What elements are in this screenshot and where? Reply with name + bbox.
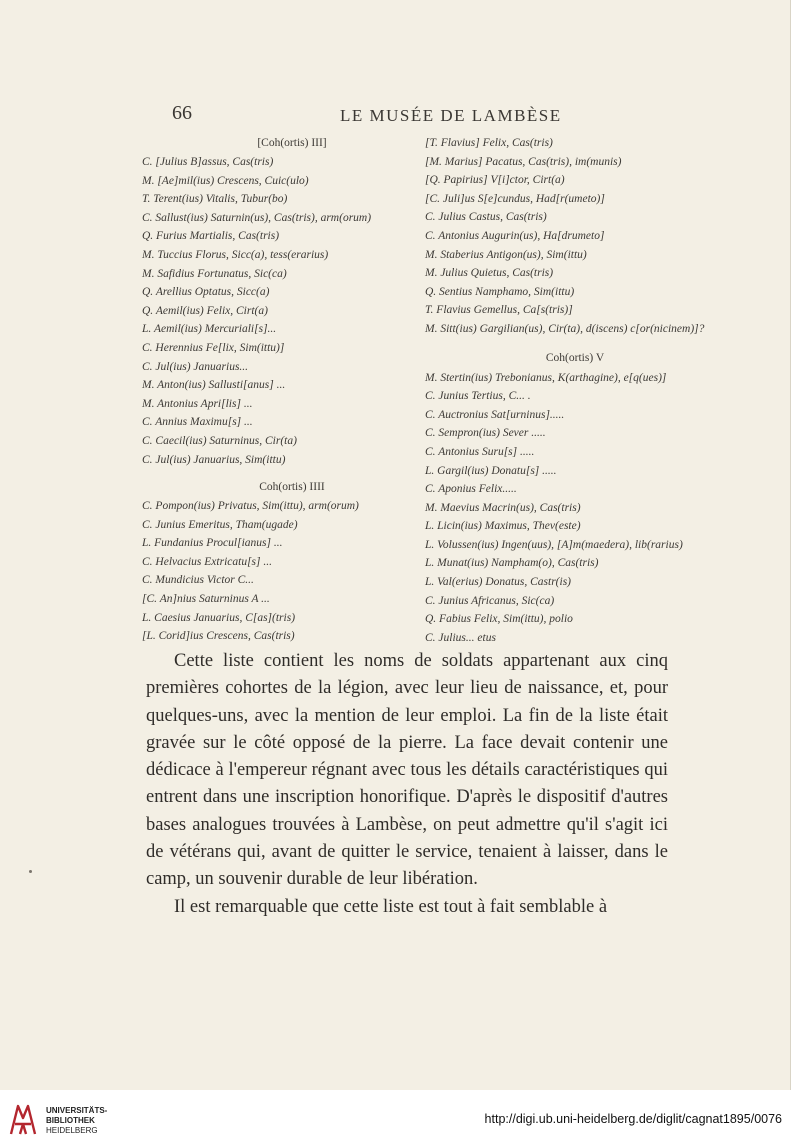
inscription-line: L. Caesius Januarius, C[as](tris) [142,611,296,624]
inscription-line: M. Maevius Macrin(us), Cas(tris) [425,501,581,514]
library-name [46,1106,107,1136]
inscription-line: C. Herennius Fe[lix, Sim(ittu)] [142,341,285,354]
inscription-line: C. Antonius Suru[s] ..... [425,445,535,458]
running-title: LE MUSÉE DE LAMBÈSE [340,106,562,125]
inscription-line: C. Jul(ius) Januarius... [142,360,249,373]
inscription-line: [L. Corid]ius Crescens, Cas(tris) [142,630,295,643]
inscription-line: M. [Ae]mil(ius) Crescens, Cuic(ulo) [142,174,309,187]
commentary-text [146,648,668,921]
library-name-line: BIBLIOTHEK [46,1116,95,1125]
inscription-line: M. Safidius Fortunatus, Sic(ca) [142,267,287,280]
inscription-line: M. Tuccius Florus, Sicc(a), tess(erarius) [142,248,329,261]
library-name-line: UNIVERSITÄTS- [46,1106,108,1115]
inscription-line: C. Sempron(ius) Sever ..... [425,427,546,440]
margin-speck [29,870,32,873]
inscription-line: C. Caecil(ius) Saturninus, Cir(ta) [142,434,297,447]
inscription-line: C. Julius Castus, Cas(tris) [425,211,547,224]
inscription-line: L. Volussen(ius) Ingen(uus), [A]m(maedera), lib(rarius) [425,538,683,551]
inscription-line: L. Munat(ius) Nampham(o), Cas(tris) [425,557,599,570]
cohort-iii-list [142,153,412,469]
inscription-line: T. Terent(ius) Vitalis, Tubur(bo) [142,193,288,206]
inscription-left-column [142,134,412,646]
inscription-line: [Q. Papirius] V[i]ctor, Cirt(a) [425,174,565,187]
inscription-line: C. Aponius Felix..... [425,483,517,496]
inscription-line: C. Julius... etus [425,631,496,644]
inscription-line: L. Fundanius Procul[ianus] ... [142,537,283,550]
inscription-line: Q. Fabius Felix, Sim(ittu), polio [425,613,573,626]
inscription-line: M. Stertin(ius) Trebonianus, K(arthagine), e[q(ues)] [425,371,667,384]
inscription-line: C. Junius Tertius, C... . [425,390,531,403]
inscription-line: Q. Sentius Namphamo, Sim(ittu) [425,285,575,298]
paragraph: Il est remarquable que cette liste est tout à fait semblable à [174,896,608,917]
inscription-line: L. Gargil(ius) Donatu[s] ..... [425,464,557,477]
inscription-line: M. Anton(ius) Sallusti[anus] ... [142,379,286,392]
inscription-line: C. Antonius Augurin(us), Ha[drumeto] [425,229,605,242]
cohort-iiii-list [142,497,412,646]
inscription-line: C. Annius Maximu[s] ... [142,416,253,429]
inscription-line: C. Junius Emeritus, Tham(ugade) [142,518,298,531]
cohort-v-list [425,369,725,648]
inscription-line: [M. Marius] Pacatus, Cas(tris), im(munis) [425,155,622,168]
paragraph: Cette liste contient les noms de soldats appartenant aux cinq premières cohortes de la légion, avec leur lieu de naissance, et, pour quelques-uns, avec la mention de leur emploi. La fin de la liste était gravée sur le côté opposé de la pierre. La face devait contenir une dédicace à l'empereur régnant avec tous les détails caractéristiques qui entrent dans une inscription honorifique. D'après le dispositif d'autres bases analogues trouvées à Lambèse, on peut admettre qu'il s'agit ici de vétérans qui, avant de quitter le service, tenaient à laisser, dans le camp, un souvenir durable de leur libération. [146,651,668,890]
university-library-logo-icon [8,1100,38,1138]
inscription-line: Q. Arellius Optatus, Sicc(a) [142,286,270,299]
inscription-line: Q. Furius Martialis, Cas(tris) [142,230,280,243]
cohort-heading-v: Coh(ortis) V [545,351,605,364]
inscription-line: C. [Julius B]assus, Cas(tris) [142,156,274,168]
inscription-line: C. Auctronius Sat[urninus]..... [425,408,565,421]
inscription-line: Q. Aemil(ius) Felix, Cirt(a) [142,304,268,317]
page-number: 66 [172,102,192,124]
inscription-line: M. Sitt(ius) Gargilian(us), Cir(ta), d(iscens) c[or(nicinem)]? [425,322,705,335]
inscription-line: L. Licin(ius) Maximus, Thev(este) [425,520,581,533]
cohort-heading-iii: [Coh(ortis) III] [257,137,327,149]
inscription-line: M. Julius Quietus, Cas(tris) [425,267,554,280]
cohort-iii-continued-list [425,134,725,339]
cohort-heading-iiii: Coh(ortis) IIII [259,481,325,494]
inscription-line: [C. An]nius Saturninus A ... [142,593,270,606]
inscription-line: C. Pompon(ius) Privatus, Sim(ittu), arm(orum) [142,500,359,513]
footer-bar [0,1090,794,1148]
inscription-line: C. Mundicius Victor C... [142,574,254,587]
source-url-link[interactable]: http://digi.ub.uni-heidelberg.de/diglit/cagnat1895/0076 [484,1112,782,1126]
inscription-line: C. Junius Africanus, Sic(ca) [425,594,555,607]
library-name-line: HEIDELBERG [46,1126,98,1135]
inscription-line: L. Aemil(ius) Mercuriali[s]... [142,323,277,336]
inscription-right-column [425,134,725,647]
inscription-line: M. Antonius Apri[lis] ... [142,397,253,410]
inscription-line: M. Staberius Antigon(us), Sim(ittu) [425,248,587,261]
inscription-line: T. Flavius Gemellus, Ca[s(tris)] [425,304,573,317]
inscription-line: [T. Flavius] Felix, Cas(tris) [425,137,553,149]
inscription-line: C. Jul(ius) Januarius, Sim(ittu) [142,453,286,466]
inscription-line: L. Val(erius) Donatus, Castr(is) [425,576,571,589]
inscription-line: C. Sallust(ius) Saturnin(us), Cas(tris), arm(orum) [142,211,372,224]
inscription-line: C. Helvacius Extricatu[s] ... [142,555,272,568]
inscription-line: [C. Juli]us S[e]cundus, Had[r(umeto)] [425,192,605,205]
